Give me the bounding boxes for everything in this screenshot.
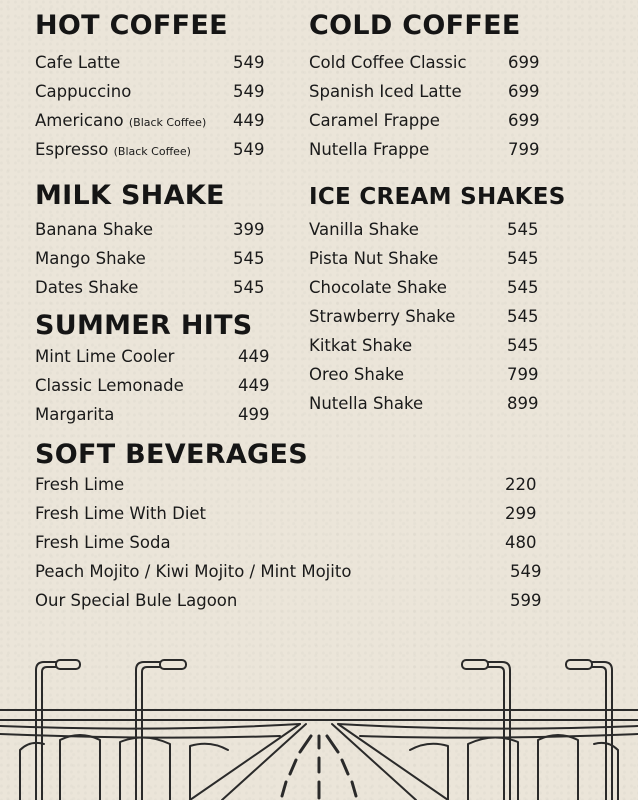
item-price: 549: [233, 53, 265, 72]
item-price: 899: [507, 394, 539, 413]
item-price: 545: [507, 278, 539, 297]
menu-item: [35, 273, 275, 302]
item-price: 699: [508, 82, 540, 101]
menu-item: [35, 342, 285, 371]
soft-beverages-heading: SOFT BEVERAGES: [35, 439, 308, 470]
item-name: Caramel Frappe: [309, 111, 440, 130]
item-price: 545: [507, 336, 539, 355]
item-price: 545: [233, 278, 265, 297]
item-name: Cafe Latte: [35, 53, 121, 72]
item-name: Nutella Frappe: [309, 140, 430, 159]
item-name: Nutella Shake: [309, 394, 424, 413]
menu-item: [309, 244, 569, 273]
menu-item: [309, 215, 569, 244]
item-name: Fresh Lime With Diet: [35, 504, 207, 523]
menu-item: [35, 135, 275, 164]
item-name: Pista Nut Shake: [309, 249, 439, 268]
item-price: 545: [507, 249, 539, 268]
menu-item: [35, 371, 285, 400]
item-name: Dates Shake: [35, 278, 139, 297]
item-name: Strawberry Shake: [309, 307, 456, 326]
menu-item: [35, 215, 275, 244]
road-icon: [190, 724, 448, 800]
highway-streetlights-illustration: [0, 640, 638, 800]
summer-hits-section: [35, 311, 285, 429]
item-note: (Black Coffee): [128, 116, 207, 129]
item-price: 449: [238, 376, 270, 395]
item-name: Espresso: [35, 140, 109, 159]
menu-item: [35, 77, 275, 106]
item-name: Vanilla Shake: [309, 220, 419, 239]
menu-item: [309, 77, 549, 106]
soft-beverages-section: [35, 440, 565, 615]
item-name: Kitkat Shake: [309, 336, 413, 355]
item-price: 545: [507, 220, 539, 239]
item-price: 220: [505, 475, 537, 494]
menu-item: [35, 244, 275, 273]
menu-item: [35, 470, 565, 499]
item-price: 399: [233, 220, 265, 239]
item-name: Classic Lemonade: [35, 376, 184, 395]
item-name: Mint Lime Cooler: [35, 347, 175, 366]
ice-cream-shakes-heading: ICE CREAM SHAKES: [309, 184, 566, 210]
item-name: Margarita: [35, 405, 115, 424]
ice-cream-shakes-section: [309, 182, 569, 418]
menu-item: [35, 499, 565, 528]
item-price: 480: [505, 533, 537, 552]
item-price: 449: [238, 347, 270, 366]
menu-item: [35, 528, 565, 557]
milk-shake-heading: MILK SHAKE: [35, 180, 225, 211]
item-name: Fresh Lime: [35, 475, 125, 494]
menu-item: [35, 557, 565, 586]
item-name: Americano: [35, 111, 124, 130]
menu-item: [35, 106, 275, 135]
hot-coffee-section: [35, 11, 275, 164]
item-price: 699: [508, 53, 540, 72]
menu-item: [35, 48, 275, 77]
menu-item: [309, 48, 549, 77]
item-price: 545: [507, 307, 539, 326]
menu-item: [309, 331, 569, 360]
item-price: 499: [238, 405, 270, 424]
item-name: Cappuccino: [35, 82, 132, 101]
item-price: 799: [508, 140, 540, 159]
cold-coffee-section: [309, 11, 549, 164]
milk-shake-section: [35, 181, 275, 302]
menu-item: [309, 273, 569, 302]
menu-item: [309, 106, 549, 135]
cold-coffee-heading: COLD COFFEE: [309, 10, 521, 41]
menu-item: [309, 389, 569, 418]
item-name: Oreo Shake: [309, 365, 405, 384]
item-price: 449: [233, 111, 265, 130]
menu-item: [35, 400, 285, 429]
item-price: 545: [233, 249, 265, 268]
item-name: Our Special Bule Lagoon: [35, 591, 238, 610]
streetlight-icon: [462, 660, 510, 800]
item-name: Mango Shake: [35, 249, 146, 268]
menu-item: [309, 302, 569, 331]
item-name: Banana Shake: [35, 220, 153, 239]
item-name: Spanish Iced Latte: [309, 82, 462, 101]
item-name: Fresh Lime Soda: [35, 533, 171, 552]
item-name: Cold Coffee Classic: [309, 53, 467, 72]
menu-item: [35, 586, 565, 615]
streetlight-icon: [566, 660, 612, 800]
item-name: Chocolate Shake: [309, 278, 447, 297]
item-price: 599: [510, 591, 542, 610]
item-price: 799: [507, 365, 539, 384]
menu-item: [309, 135, 549, 164]
summer-hits-heading: SUMMER HITS: [35, 310, 253, 341]
streetlight-icon: [36, 660, 80, 800]
item-price: 299: [505, 504, 537, 523]
item-price: 699: [508, 111, 540, 130]
item-price: 549: [233, 140, 265, 159]
item-note: (Black Coffee): [113, 145, 191, 158]
item-price: 549: [510, 562, 542, 581]
item-name: Peach Mojito / Kiwi Mojito / Mint Mojito: [35, 562, 352, 581]
item-price: 549: [233, 82, 265, 101]
hot-coffee-heading: HOT COFFEE: [35, 10, 228, 41]
menu-item: [309, 360, 569, 389]
streetlight-icon: [136, 660, 186, 800]
